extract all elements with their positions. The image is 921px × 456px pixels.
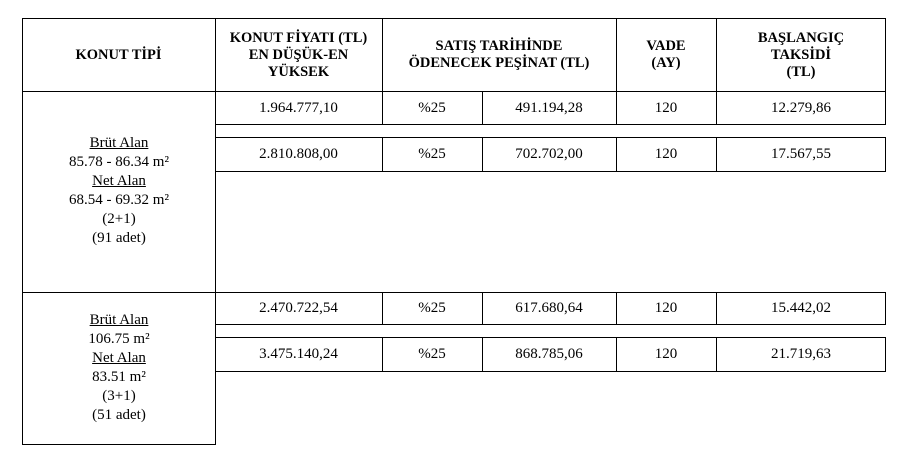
net-alan-label: Net Alan	[92, 350, 146, 366]
fiyat-cell: 3.475.140,24	[259, 346, 338, 362]
oran-cell: %25	[418, 99, 446, 116]
header-vade: VADE (AY)	[646, 38, 686, 71]
oran-cell: %25	[418, 146, 446, 162]
room-count: (3+1)	[102, 388, 136, 404]
net-alan-value: 68.54 - 69.32 m²	[69, 192, 169, 208]
pesinat-cell: 491.194,28	[515, 99, 583, 116]
vade-cell: 120	[654, 346, 678, 362]
fiyat-cell: 2.810.808,00	[259, 146, 338, 162]
taksit-cell: 15.442,02	[771, 300, 831, 316]
unit-count: (91 adet)	[92, 230, 146, 246]
konut-tipi-info-2	[22, 308, 216, 428]
vade-cell: 120	[654, 146, 678, 162]
header-konut-fiyati: KONUT FİYATI (TL) EN DÜŞÜK-EN YÜKSEK	[229, 29, 368, 80]
fiyat-cell: 2.470.722,54	[259, 300, 338, 316]
header-konut-tipi: KONUT TİPİ	[75, 46, 162, 63]
konut-tipi-info-1	[22, 128, 216, 254]
header-pesinat: SATIŞ TARİHİNDE ÖDENECEK PEŞİNAT (TL)	[408, 38, 590, 71]
brut-alan-value: 106.75 m²	[88, 331, 150, 347]
oran-cell: %25	[418, 346, 446, 362]
brut-alan-label: Brüt Alan	[89, 312, 149, 328]
brut-alan-value: 85.78 - 86.34 m²	[69, 154, 169, 170]
net-alan-value: 83.51 m²	[92, 369, 146, 385]
brut-alan-label: Brüt Alan	[89, 135, 149, 151]
taksit-cell: 12.279,86	[771, 99, 831, 116]
header-taksit: BAŞLANGIÇ TAKSİDİ (TL)	[757, 29, 845, 80]
net-alan-label: Net Alan	[92, 173, 146, 189]
oran-cell: %25	[418, 300, 446, 316]
taksit-cell: 21.719,63	[771, 346, 831, 362]
pesinat-cell: 617.680,64	[515, 300, 583, 316]
pesinat-cell: 702.702,00	[515, 146, 583, 162]
vade-cell: 120	[654, 300, 678, 316]
vade-cell: 120	[654, 99, 678, 116]
fiyat-cell: 1.964.777,10	[259, 99, 338, 116]
unit-count: (51 adet)	[92, 407, 146, 423]
taksit-cell: 17.567,55	[771, 146, 831, 162]
pesinat-cell: 868.785,06	[515, 346, 583, 362]
room-count: (2+1)	[102, 211, 136, 227]
